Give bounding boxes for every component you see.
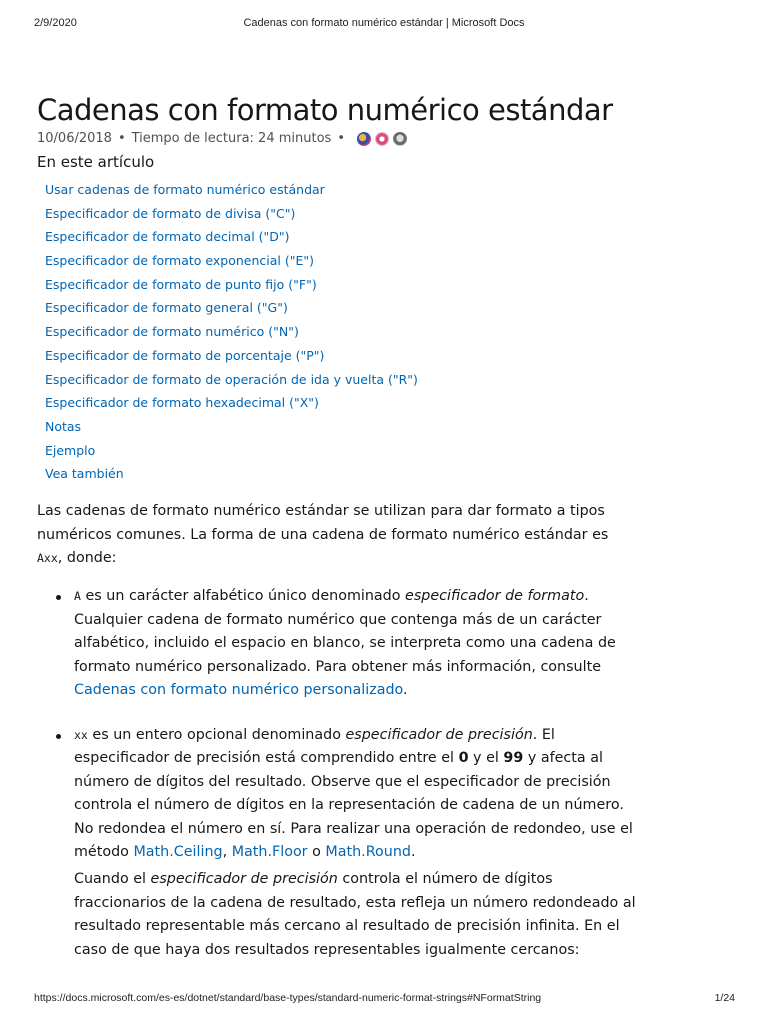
text: . Cualquier cadena de formato numérico que contenga más de un carácter alfabético, incluido el espacio en blanco, se interpreta como una cadena de formato numérico personalizado. Para obtener más información, consulte (74, 588, 616, 675)
emphasis: especificador de precisión (345, 726, 533, 743)
text: y el (468, 750, 504, 766)
number-zero: 0 (458, 750, 469, 766)
format-parts-list (37, 585, 647, 865)
text: y afecta al número de dígitos del resultado. Observe que el especificador de precisión controla el número de dígitos en la representación de cadena de un número. No redondea el número en sí. Para realizar una operación de redondeo, use el método (74, 750, 633, 860)
text: . (410, 844, 416, 860)
text: es un entero opcional denominado (87, 726, 346, 743)
list-item (37, 585, 647, 703)
table-of-contents (45, 181, 418, 489)
read-time: Tiempo de lectura: 24 minutos (131, 131, 332, 146)
text: es un carácter alfabético único denominado (80, 588, 406, 604)
text: . (403, 682, 408, 698)
intro-text-end: , donde: (57, 550, 117, 566)
toc-link[interactable]: Especificador de formato general ("G") (45, 300, 288, 316)
number-99: 99 (503, 750, 524, 766)
toc-link[interactable]: Usar cadenas de formato numérico estándar (45, 182, 325, 197)
print-date: 2/9/2020 (34, 17, 77, 29)
print-url: https://docs.microsoft.com/es-es/dotnet/standard/base-types/standard-numeric-format-strings#NFormatString (34, 992, 542, 1004)
print-header (0, 0, 768, 29)
meta-separator-2: • (337, 131, 345, 146)
page-number: 1/24 (714, 992, 735, 1004)
text: controla el número de dígitos fraccionarios de la cadena de resultado, esta refleja un número redondeado al resultado representable más cercano al resultado de precisión infinita. En el caso de que haya dos resultados representables igualmente cercanos: (74, 871, 636, 958)
toc-link[interactable]: Especificador de formato de porcentaje ("P") (45, 347, 325, 363)
contributors (357, 132, 411, 146)
precision-paragraph (74, 868, 644, 962)
toc-link[interactable]: Especificador de formato numérico ("N") (45, 324, 299, 340)
text: , (222, 844, 232, 860)
math-floor-link[interactable]: Math.Floor (231, 844, 308, 860)
contributor-avatar[interactable] (375, 132, 389, 146)
contributor-avatar[interactable] (393, 132, 407, 146)
emphasis: especificador de formato (405, 588, 585, 604)
article-metadata (37, 131, 411, 146)
bullet-icon (56, 734, 61, 739)
intro-paragraph (37, 500, 617, 571)
inline-code: A (74, 589, 81, 603)
inline-code: Axx (37, 551, 58, 565)
text: o (307, 844, 326, 860)
toc-link[interactable]: Especificador de formato decimal ("D") (45, 229, 290, 245)
page-title: Cadenas con formato numérico estándar (37, 93, 613, 127)
meta-separator: • (117, 131, 126, 146)
toc-link[interactable]: Ejemplo (45, 442, 96, 458)
toc-link[interactable]: Especificador de formato hexadecimal ("X") (45, 395, 319, 411)
toc-heading: En este artículo (37, 153, 155, 171)
toc-link[interactable]: Vea también (45, 466, 124, 482)
print-document-title: Cadenas con formato numérico estándar | Microsoft Docs (243, 17, 525, 29)
toc-link[interactable]: Especificador de formato de punto fijo ("F") (45, 276, 317, 292)
inline-code: xx (74, 727, 88, 742)
toc-link[interactable]: Especificador de formato exponencial ("E") (45, 253, 314, 269)
toc-link[interactable]: Notas (45, 418, 82, 434)
emphasis: especificador de precisión (150, 871, 338, 887)
custom-format-link[interactable]: Cadenas con formato numérico personalizado (74, 682, 404, 698)
bullet-icon (56, 595, 61, 600)
intro-text: Las cadenas de formato numérico estándar se utilizan para dar formato a tipos numéricos comunes. La forma de una cadena de formato numérico estándar es (37, 503, 609, 543)
article-date: 10/06/2018 (37, 131, 112, 146)
toc-link[interactable]: Especificador de formato de divisa ("C") (45, 205, 296, 221)
text: Cuando el (74, 871, 151, 887)
contributor-avatar[interactable] (357, 132, 371, 146)
text: . El especificador de precisión está comprendido entre el (74, 726, 555, 766)
math-round-link[interactable]: Math.Round (325, 844, 411, 860)
toc-link[interactable]: Especificador de formato de operación de ida y vuelta ("R") (45, 371, 418, 387)
list-item (37, 724, 647, 865)
math-ceiling-link[interactable]: Math.Ceiling (133, 844, 223, 860)
